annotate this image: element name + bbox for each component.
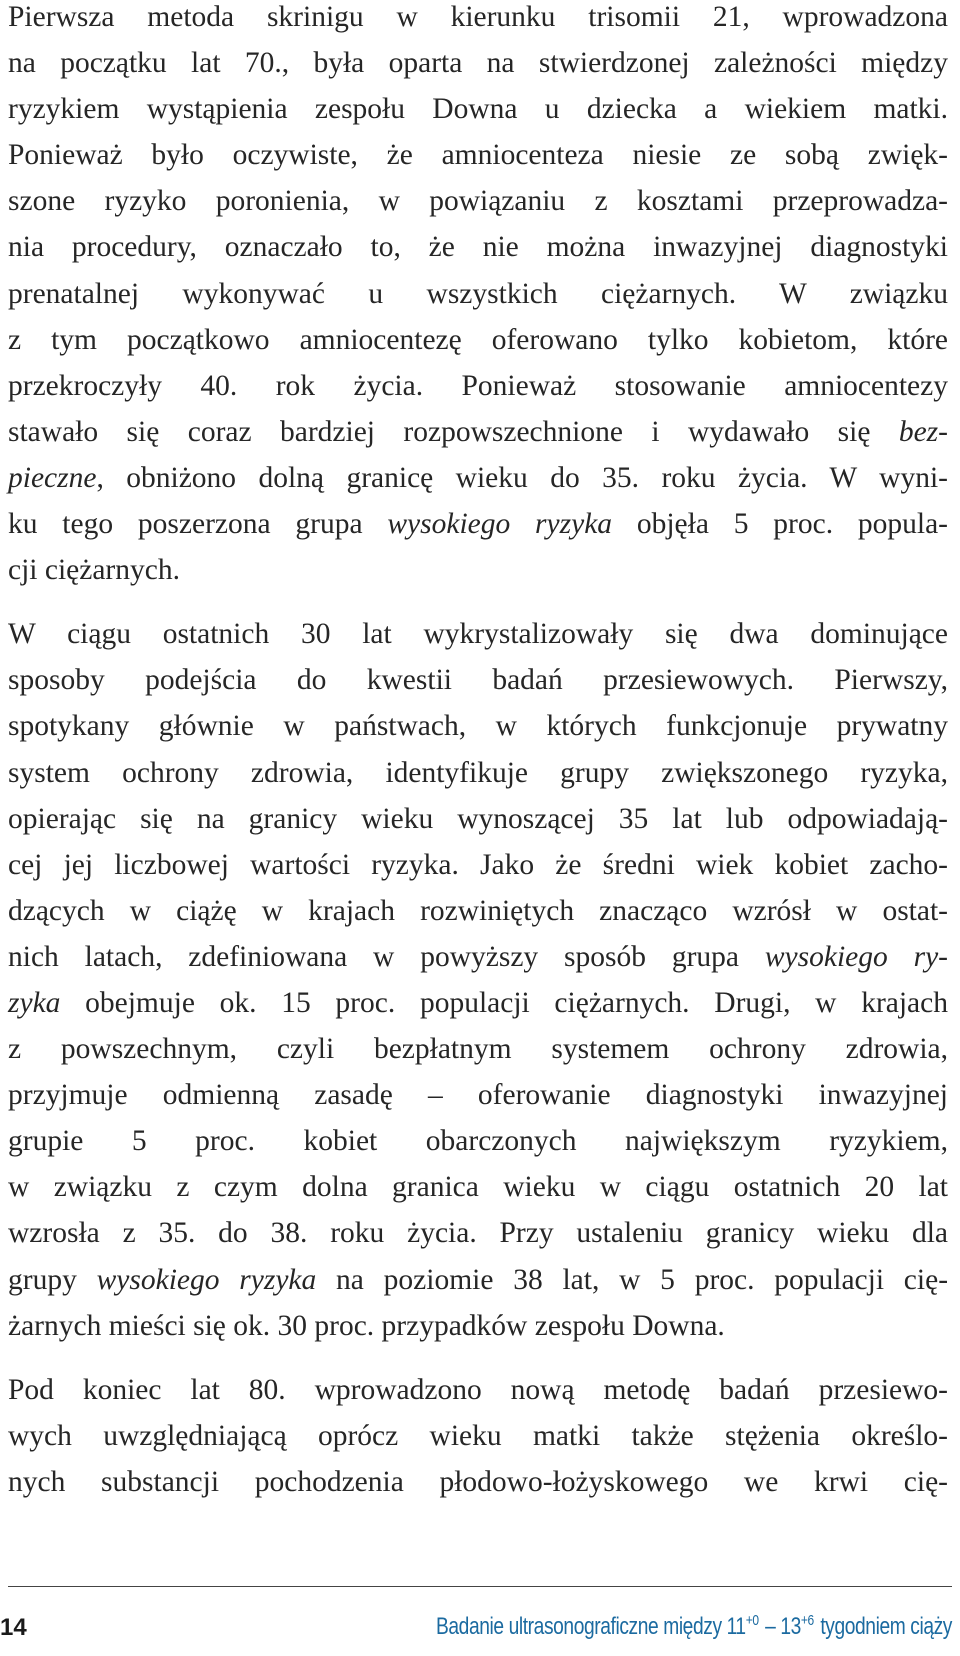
text-line	[8, 1413, 948, 1459]
text-line	[8, 1118, 948, 1164]
text-line	[8, 0, 948, 40]
paragraph	[8, 1367, 948, 1505]
text-line	[8, 547, 948, 593]
text-run: na początku lat 70., była oparta na stwierdzonej zależności między	[8, 47, 948, 80]
italic-text: bez-	[898, 415, 948, 448]
text-run: Pod koniec lat 80. wprowadzono nową metodę badań przesiewo-	[8, 1373, 948, 1406]
body-text	[8, 0, 948, 1505]
text-run: spotykany głównie w państwach, w których funkcjonuje prywatny	[8, 710, 948, 743]
text-run: nich latach, zdefiniowana w powyższy sposób grupa	[8, 940, 765, 973]
italic-text: zyka	[8, 986, 61, 1019]
text-run: stawało się coraz bardziej rozpowszechnione i wydawało się	[8, 415, 899, 448]
text-run: przyjmuje odmienną zasadę – oferowanie diagnostyki inwazyjnej	[8, 1079, 948, 1112]
text-run: z tym początkowo amniocentezę oferowano tylko kobietom, które	[8, 323, 948, 356]
text-run: W ciągu ostatnich 30 lat wykrystalizowały się dwa dominujące	[8, 618, 948, 651]
text-line	[8, 271, 948, 317]
text-line	[8, 86, 948, 132]
text-run: grupie 5 proc. kobiet obarczonych największym ryzykiem,	[8, 1125, 948, 1158]
text-run: wzrosła z 35. do 38. roku życia. Przy ustaleniu granicy wieku dla	[8, 1217, 948, 1250]
text-line	[8, 1459, 948, 1505]
text-line	[8, 750, 948, 796]
text-line	[8, 1210, 948, 1256]
text-run: opierając się na granicy wieku wynoszącej 35 lat lub odpowiadają-	[8, 802, 948, 835]
text-run: żarnych mieści się ok. 30 proc. przypadków zespołu Downa.	[8, 1309, 725, 1342]
text-run: przekroczyły 40. rok życia. Ponieważ stosowanie amniocentezy	[8, 369, 948, 402]
text-run: wych uwzględniającą oprócz wieku matki także stężenia określo-	[8, 1419, 948, 1452]
text-run: ryzykiem wystąpienia zespołu Downa u dziecka a wiekiem matki.	[8, 93, 948, 126]
page-number: 14	[0, 1614, 27, 1641]
text-run: cji ciężarnych.	[8, 554, 180, 587]
italic-text: wysokiego ryzyka	[387, 508, 613, 541]
text-line	[8, 611, 948, 657]
text-run: nych substancji pochodzenia płodowo-łożyskowego we krwi cię-	[8, 1465, 948, 1498]
italic-text: wysokiego ryzyka	[96, 1263, 317, 1296]
text-line	[8, 1303, 948, 1349]
text-run: grupy	[8, 1263, 97, 1296]
paragraph-gap	[8, 593, 948, 611]
text-line	[8, 178, 948, 224]
text-run: Pierwsza metoda skrinigu w kierunku trisomii 21, wprowadzona	[8, 1, 948, 33]
text-run: na poziomie 38 lat, w 5 proc. populacji cię-	[316, 1263, 949, 1296]
text-run: obejmuje ok. 15 proc. populacji ciężarnych. Drugi, w krajach	[60, 986, 948, 1019]
text-run: ku tego poszerzona grupa	[8, 508, 388, 541]
text-line	[8, 1257, 948, 1303]
text-line	[8, 501, 948, 547]
italic-text: pieczne	[8, 461, 97, 494]
footer-divider	[8, 1586, 952, 1587]
text-line	[8, 980, 948, 1026]
running-title-dash: – 13	[760, 1613, 801, 1640]
text-line	[8, 1026, 948, 1072]
paragraph	[8, 611, 948, 1349]
text-line	[8, 1367, 948, 1413]
running-title-sup-end: +6	[800, 1612, 814, 1629]
text-run: szone ryzyko poronienia, w powiązaniu z kosztami przeprowadza-	[8, 185, 948, 218]
text-line	[8, 1072, 948, 1118]
text-line	[8, 409, 948, 455]
text-run: , obniżono dolną granicę wieku do 35. roku życia. W wyni-	[96, 461, 948, 494]
text-line	[8, 40, 948, 86]
text-line	[8, 842, 948, 888]
text-run: w związku z czym dolna granica wieku w ciągu ostatnich 20 lat	[8, 1171, 948, 1204]
text-line	[8, 1164, 948, 1210]
running-title-prefix: Badanie ultrasonograficzne między 11	[436, 1613, 746, 1640]
paragraph-gap	[8, 1349, 948, 1367]
text-run: nia procedury, oznaczało to, że nie można inwazyjnej diagnostyki	[8, 231, 948, 264]
text-line	[8, 363, 948, 409]
text-line	[8, 703, 948, 749]
text-line	[8, 934, 948, 980]
text-line	[8, 132, 948, 178]
text-run: z powszechnym, czyli bezpłatnym systemem ochrony zdrowia,	[8, 1033, 948, 1066]
text-line	[8, 657, 948, 703]
text-line	[8, 796, 948, 842]
text-run: objęła 5 proc. popula-	[612, 508, 948, 541]
text-run: dzących w ciążę w krajach rozwiniętych znacząco wzrósł w ostat-	[8, 894, 948, 927]
text-run: Ponieważ było oczywiste, że amniocenteza niesie ze sobą zwięk-	[8, 139, 948, 172]
text-line	[8, 224, 948, 270]
running-title-suffix: tygodniem ciąży	[815, 1613, 952, 1640]
text-line	[8, 455, 948, 501]
italic-text: wysokiego ry-	[764, 940, 948, 973]
text-run: cej jej liczbowej wartości ryzyka. Jako że średni wiek kobiet zacho-	[8, 848, 948, 881]
text-run: prenatalnej wykonywać u wszystkich ciężarnych. W związku	[8, 277, 948, 310]
running-title	[436, 1612, 952, 1641]
text-run: system ochrony zdrowia, identyfikuje grupy zwiększonego ryzyka,	[8, 756, 948, 789]
running-title-sup-start: +0	[745, 1612, 759, 1629]
text-line	[8, 317, 948, 363]
text-run: sposoby podejścia do kwestii badań przesiewowych. Pierwszy,	[8, 664, 948, 697]
text-line	[8, 888, 948, 934]
paragraph	[8, 0, 948, 593]
